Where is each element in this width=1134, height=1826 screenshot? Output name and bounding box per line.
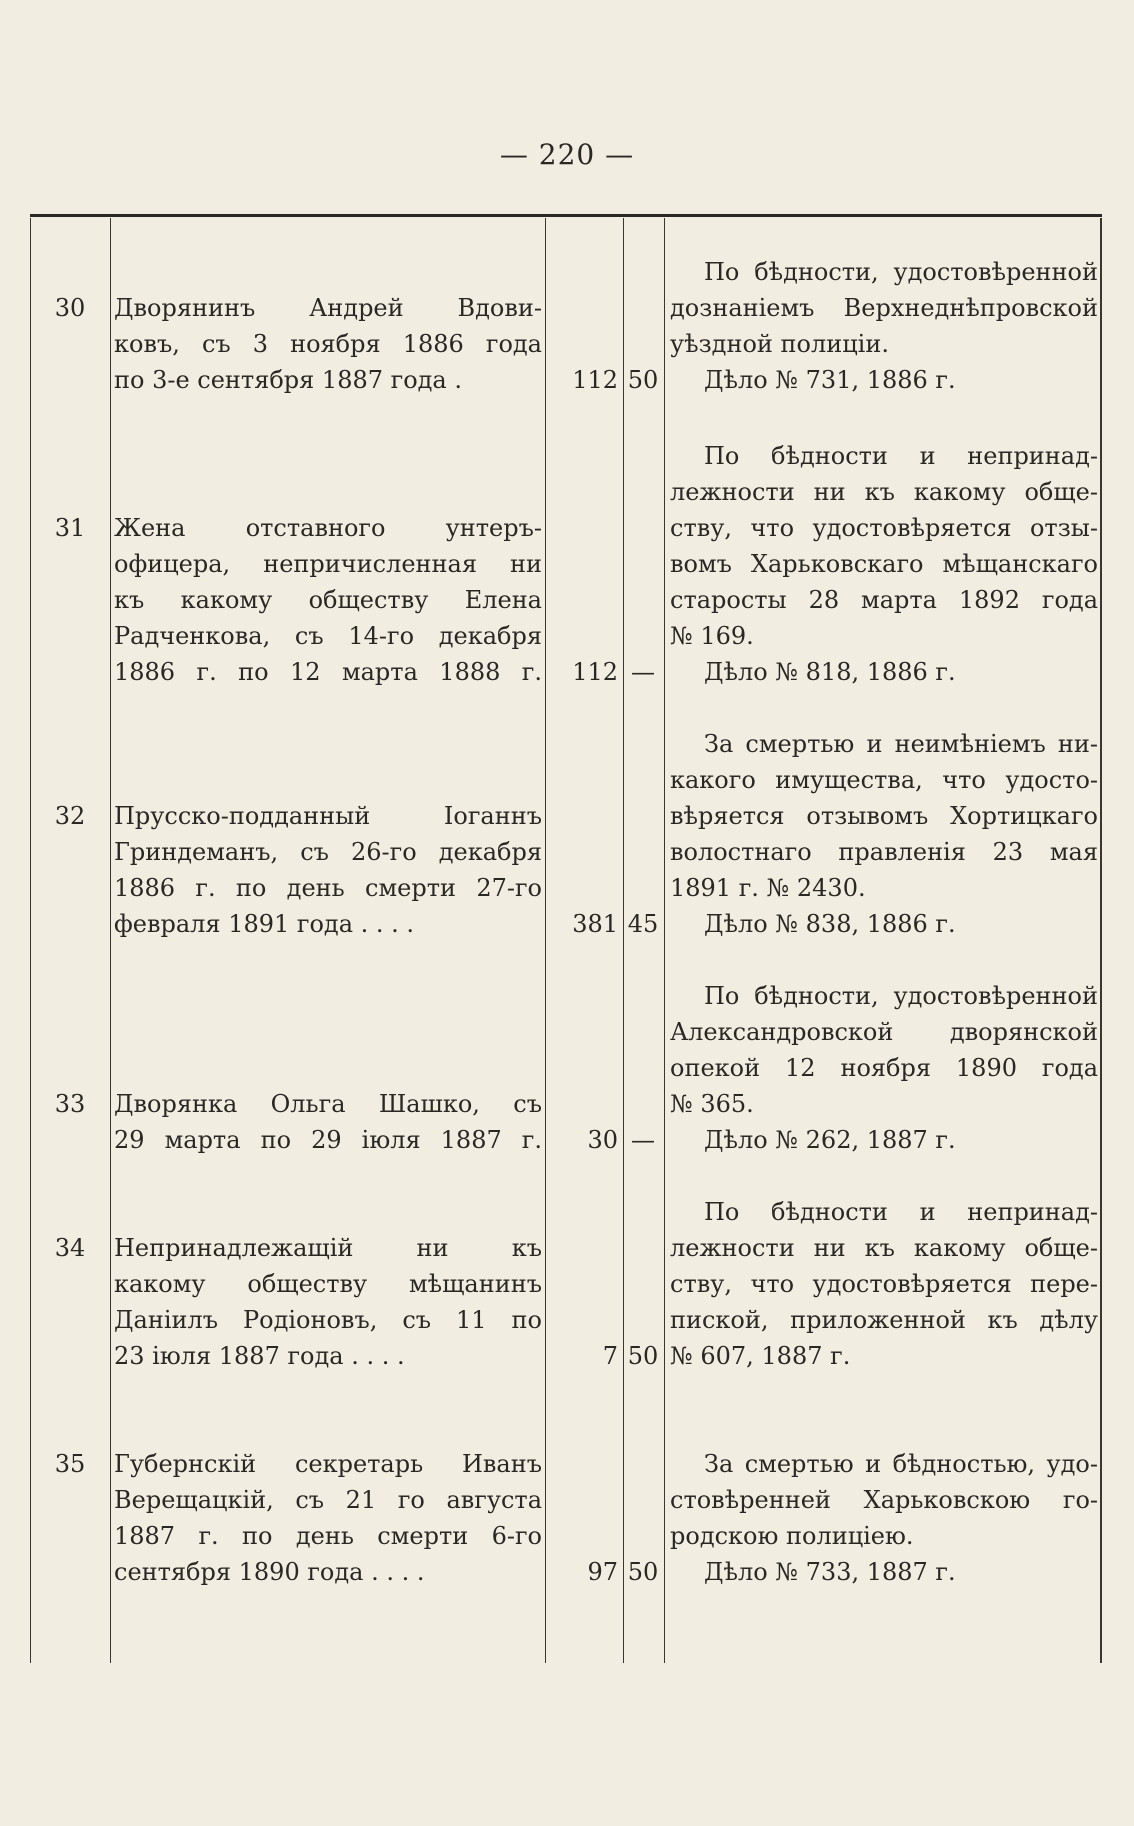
case-reference: Дѣло № 838, 1886 г. xyxy=(704,910,956,938)
case-reference: Дѣло № 731, 1886 г. xyxy=(704,366,956,394)
amount-rubles: 7 xyxy=(602,1342,618,1370)
entry-description-line: Прусско-подданный Іоганнъ xyxy=(114,802,542,830)
amount-rubles: 112 xyxy=(572,658,618,686)
entry-number: 31 xyxy=(54,514,86,542)
reason-line: № 169. xyxy=(670,622,754,650)
column-rule-description xyxy=(545,218,546,1663)
reason-line: По бѣдности и непринад- xyxy=(704,1198,1098,1226)
entry-description-line: офицера, непричисленная ни xyxy=(114,550,542,578)
reason-line: № 365. xyxy=(670,1090,754,1118)
case-reference: Дѣло № 262, 1887 г. xyxy=(704,1126,956,1154)
column-rule-rubles xyxy=(623,218,624,1663)
reason-line: ству, что удостовѣряется отзы- xyxy=(670,514,1098,542)
column-rule-right xyxy=(1100,218,1102,1663)
reason-line: ству, что удостовѣряется пере- xyxy=(670,1270,1098,1298)
entry-description-line: Даніилъ Родіоновъ, съ 11 по xyxy=(114,1306,542,1334)
amount-kopecks: 50 xyxy=(627,1558,659,1586)
amount-rubles: 97 xyxy=(587,1558,618,1586)
reason-line: По бѣдности, удостовѣренной xyxy=(704,258,1098,286)
reason-line: По бѣдности, удостовѣренной xyxy=(704,982,1098,1010)
entry-number: 30 xyxy=(54,294,86,322)
entry-description-line: Гриндеманъ, съ 26-го декабря xyxy=(114,838,542,866)
reason-line: пиской, приложенной къ дѣлу xyxy=(670,1306,1098,1334)
entry-description-line: какому обществу мѣщанинъ xyxy=(114,1270,542,1298)
reason-line: вѣряется отзывомъ Хортицкаго xyxy=(670,802,1098,830)
amount-kopecks: — xyxy=(631,1126,655,1154)
entry-description-line: февраля 1891 года . . . . xyxy=(114,910,415,938)
reason-line: старосты 28 марта 1892 года xyxy=(670,586,1098,614)
reason-line: Александровской дворянской xyxy=(670,1018,1098,1046)
amount-kopecks: 50 xyxy=(627,366,659,394)
entry-description-line: по 3-е сентября 1887 года . xyxy=(114,366,462,394)
reason-line: вомъ Харьковскаго мѣщанскаго xyxy=(670,550,1098,578)
entry-description-line: сентября 1890 года . . . . xyxy=(114,1558,425,1586)
reason-line: За смертью и бѣдностью, удо- xyxy=(704,1450,1098,1478)
amount-kopecks: 45 xyxy=(627,910,659,938)
amount-rubles: 112 xyxy=(572,366,618,394)
reason-line: 1891 г. № 2430. xyxy=(670,874,866,902)
amount-rubles: 381 xyxy=(572,910,618,938)
case-reference: Дѣло № 733, 1887 г. xyxy=(704,1558,956,1586)
entry-description-line: Верещацкій, съ 21 го августа xyxy=(114,1486,542,1514)
column-rule-kopecks xyxy=(664,218,665,1663)
entry-description-line: 1886 г. по день смерти 27-го xyxy=(114,874,542,902)
reason-line: волостнаго правленія 23 мая xyxy=(670,838,1098,866)
entry-description-line: 1887 г. по день смерти 6-го xyxy=(114,1522,542,1550)
amount-rubles: 30 xyxy=(587,1126,618,1154)
amount-kopecks: 50 xyxy=(627,1342,659,1370)
reason-line: По бѣдности и непринад- xyxy=(704,442,1098,470)
reason-line: лежности ни къ какому обще- xyxy=(670,478,1098,506)
entry-description-line: Жена отставного унтеръ- xyxy=(114,514,542,542)
reason-line: За смертью и неимѣніемъ ни- xyxy=(704,730,1098,758)
reason-line: лежности ни къ какому обще- xyxy=(670,1234,1098,1262)
entry-description-line: 23 іюля 1887 года . . . . xyxy=(114,1342,405,1370)
entry-description-line: ковъ, съ 3 ноября 1886 года xyxy=(114,330,542,358)
entry-description-line: Дворянинъ Андрей Вдови- xyxy=(114,294,542,322)
entry-number: 34 xyxy=(54,1234,86,1262)
entry-description-line: Непринадлежащій ни къ xyxy=(114,1234,542,1262)
reason-line: родскою полиціею. xyxy=(670,1522,914,1550)
page-number: — 220 — xyxy=(499,138,635,171)
reason-line: уѣздной полиціи. xyxy=(670,330,889,358)
reason-line: опекой 12 ноября 1890 года xyxy=(670,1054,1098,1082)
entry-description-line: Радченкова, съ 14-го декабря xyxy=(114,622,542,650)
entry-number: 35 xyxy=(54,1450,86,1478)
column-rule-number xyxy=(110,218,111,1663)
entry-description-line: къ какому обществу Елена xyxy=(114,586,542,614)
reason-line: № 607, 1887 г. xyxy=(670,1342,851,1370)
entry-description-line: Дворянка Ольга Шашко, съ xyxy=(114,1090,542,1118)
entry-number: 33 xyxy=(54,1090,86,1118)
entry-description-line: Губернскій секретарь Иванъ xyxy=(114,1450,542,1478)
entry-number: 32 xyxy=(54,802,86,830)
amount-kopecks: — xyxy=(631,658,655,686)
reason-line: дознаніемъ Верхнеднѣпровской xyxy=(670,294,1098,322)
entry-description-line: 1886 г. по 12 марта 1888 г. xyxy=(114,658,542,686)
entry-description-line: 29 марта по 29 іюля 1887 г. xyxy=(114,1126,542,1154)
table-top-rule xyxy=(30,214,1102,217)
reason-line: какого имущества, что удосто- xyxy=(670,766,1098,794)
reason-line: стовѣренней Харьковскою го- xyxy=(670,1486,1098,1514)
case-reference: Дѣло № 818, 1886 г. xyxy=(704,658,956,686)
